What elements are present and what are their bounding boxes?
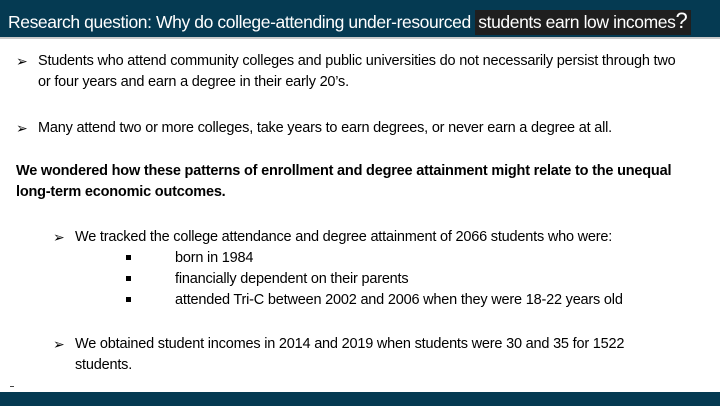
tracked-text: We tracked the college attendance and degree attainment of 2066 students who were: [75, 229, 613, 245]
bottom-bar [0, 392, 720, 406]
tracked-item-1: born in 1984 [175, 250, 254, 266]
slide-title [8, 8, 691, 33]
tracked-item-3: attended Tri-C between 2002 and 2006 when they were 18-22 years old [175, 292, 623, 308]
title-text: Research question: Why do college-attending under-resourced [8, 12, 476, 32]
bullet-2-line-1: Many attend two or more colleges, take years to earn degrees, or never earn a degree at all. [38, 120, 613, 136]
title-highlight [475, 10, 691, 35]
title-divider [0, 37, 720, 39]
square-bullet-icon [126, 297, 131, 302]
obtained-line-1: We obtained student incomes in 2014 and 2019 when students were 30 and 35 for 1522 [75, 336, 625, 352]
corner-mark [10, 386, 14, 387]
title-bar [0, 0, 720, 37]
emphasis-line-1: We wondered how these patterns of enrollment and degree attainment might relate to the unequal [16, 163, 672, 179]
arrow-bullet-icon: ➢ [53, 336, 65, 352]
bullet-1-line-2: or four years and earn a degree in their early 20’s. [38, 74, 349, 90]
arrow-bullet-icon: ➢ [53, 229, 65, 245]
emphasis-line-2: long-term economic outcomes. [16, 184, 226, 200]
tracked-item-2: financially dependent on their parents [175, 271, 409, 287]
square-bullet-icon [126, 276, 131, 281]
title-question-mark: ? [675, 8, 688, 33]
arrow-bullet-icon: ➢ [16, 53, 28, 69]
obtained-line-2: students. [75, 357, 133, 373]
title-highlight-text: students earn low incomes [478, 12, 676, 32]
arrow-bullet-icon: ➢ [16, 120, 28, 136]
square-bullet-icon [126, 255, 131, 260]
bullet-1-line-1: Students who attend community colleges and public universities do not necessarily persist through two [38, 53, 676, 69]
